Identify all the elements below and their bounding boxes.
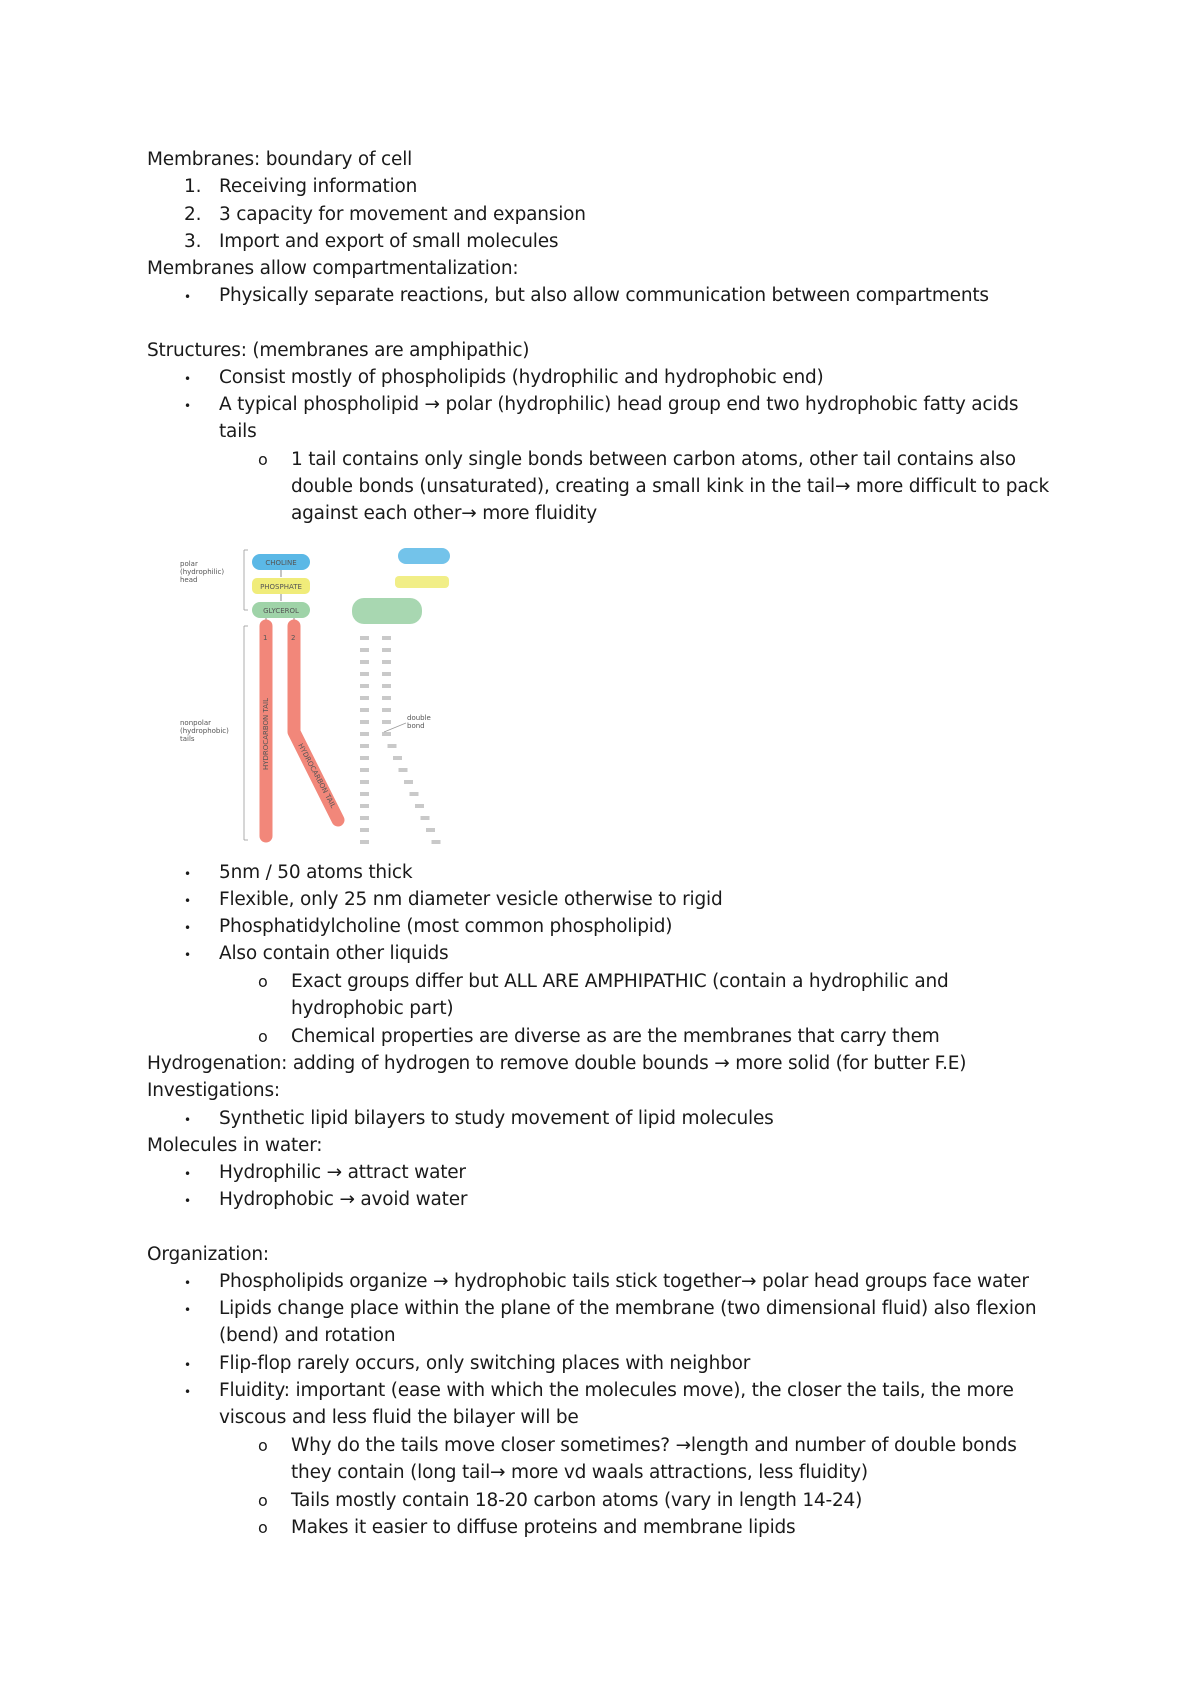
carbon-mark: [360, 792, 369, 796]
carbon-mark: [388, 744, 397, 748]
choline-label: CHOLINE: [265, 559, 297, 567]
carbon-mark: [360, 672, 369, 676]
carbon-mark: [426, 828, 435, 832]
carbon-mark: [360, 816, 369, 820]
carbon-mark: [382, 684, 391, 688]
carbon-mark: [421, 816, 430, 820]
tail-label: HYDROCARBON TAIL: [262, 698, 270, 770]
carbon-mark: [382, 696, 391, 700]
tail-label-line: (hydrophobic): [180, 727, 229, 735]
tail-label-line: tails: [180, 735, 195, 743]
glycerol-group-chem: [352, 598, 422, 624]
carbon-mark: [360, 828, 369, 832]
saturated-chain-chem: [360, 634, 370, 844]
heading-line: Membranes: boundary of cell: [147, 149, 413, 170]
carbon-mark: [399, 768, 408, 772]
head-label-line: head: [180, 576, 198, 584]
double-bond-label: double: [407, 714, 431, 722]
carbon-mark: [404, 780, 413, 784]
carbon-mark: [360, 636, 369, 640]
heading-line: Hydrogenation: adding of hydrogen to remove double bounds → more solid (for butter F.E): [147, 1053, 967, 1074]
carbon-chains: [360, 636, 441, 844]
double-bond-pointer: [384, 723, 406, 732]
phosphate-label: PHOSPHATE: [260, 583, 302, 591]
heading-line: Membranes allow compartmentalization:: [147, 258, 519, 279]
head-label-line: (hydrophilic): [180, 568, 225, 576]
carbon-mark: [360, 708, 369, 712]
carbon-mark: [360, 732, 369, 736]
carbon-mark: [410, 792, 419, 796]
carbon-mark: [360, 840, 369, 844]
document-page: Membranes: boundary of cell 1. Receiving information 2. 3 capacity for movement and expansion 3. Import and export of small molecules Membranes allow compartmentalization: • Physically separate reactions, but also allow communication between compartments Structures: (membranes are amphipathic) • Consist mostly of phospholipids (hydrophilic and hydrophobic end) • A typical phospholipid → polar (hydrophilic) head group end two hydrophobic fatty acids tails o 1 tail contains only single bonds between carbon atoms, other tail contains also double bonds (unsaturated), creating a small kink in the tail→ more difficult to pack against each other→ more fluidity • 5nm / 50 atoms thick • Flexible, only 25 nm diameter vesicle otherwise to rigid • Phosphatidylcholine (most common phospholipid) • Also contain other liquids o Exact groups differ but ALL ARE AMPHIPATHIC (contain a hydrophilic and hydrophobic part) o Chemical properties are diverse as are the membranes that carry them Hydrogenation: adding of hydrogen to remove double bounds → more solid (for butter F.E) Investigations: • Synthetic lipid bilayers to study movement of lipid molecules Molecules in water: • Hydrophilic → attract water • Hydrophobic → avoid water Organization: • Phospholipids organize → hydrophobic tails stick together→ polar head groups face water • Lipids change place within the plane of the membrane (two dimensional fluid) also flexion (bend) and rotation • Flip-flop rarely occurs, only switching places with neighbor • Fluidity: important (ease with which the molecules move), the closer the tails, the more viscous and less fluid the bilayer will be o Why do the tails move closer sometimes? →length and number of double bonds they contain (long tail→ more vd waals attractions, less fluidity) o Tails mostly contain 18-20 carbon atoms (vary in length 14-24) o Makes it easier to diffuse proteins and membrane lipids polar (hydrophilic) head nonpolar (hydrophobic) tails CHOLINE PHOSPHATE GLYCEROL 1 2 HYDROCARBON TAIL HYDROCARBON TAIL double bond: [147, 149, 1049, 1538]
carbon-mark: [393, 756, 402, 760]
head-label-line: polar: [180, 560, 198, 568]
phosphate-group-chem: [395, 576, 449, 588]
carbon-mark: [415, 804, 424, 808]
heading-line: Structures: (membranes are amphipathic): [147, 340, 530, 361]
tail-number: 1: [263, 634, 268, 642]
unsaturated-tail: [294, 626, 338, 820]
carbon-mark: [382, 720, 391, 724]
heading-line: Investigations:: [147, 1080, 280, 1101]
tail-label: HYDROCARBON TAIL: [296, 742, 338, 810]
heading-line: Molecules in water:: [147, 1135, 323, 1156]
carbon-mark: [360, 804, 369, 808]
tail-label-line: nonpolar: [180, 719, 211, 727]
carbon-mark: [360, 768, 369, 772]
carbon-mark: [382, 732, 391, 736]
carbon-mark: [360, 780, 369, 784]
carbon-mark: [432, 840, 441, 844]
carbon-mark: [360, 744, 369, 748]
carbon-mark: [360, 756, 369, 760]
carbon-mark: [382, 648, 391, 652]
choline-group-chem: [398, 548, 450, 564]
glycerol-label: GLYCEROL: [263, 607, 299, 615]
carbon-mark: [360, 684, 369, 688]
carbon-mark: [382, 672, 391, 676]
carbon-mark: [360, 660, 369, 664]
carbon-mark: [382, 708, 391, 712]
double-bond-label: bond: [407, 722, 425, 730]
carbon-mark: [382, 636, 391, 640]
carbon-mark: [382, 660, 391, 664]
carbon-mark: [360, 720, 369, 724]
carbon-mark: [360, 696, 369, 700]
heading-line: Organization:: [147, 1244, 269, 1265]
carbon-mark: [360, 648, 369, 652]
tail-number: 2: [291, 634, 296, 642]
phospholipid-diagram: [170, 540, 500, 850]
phospholipid-svg: [170, 540, 500, 850]
